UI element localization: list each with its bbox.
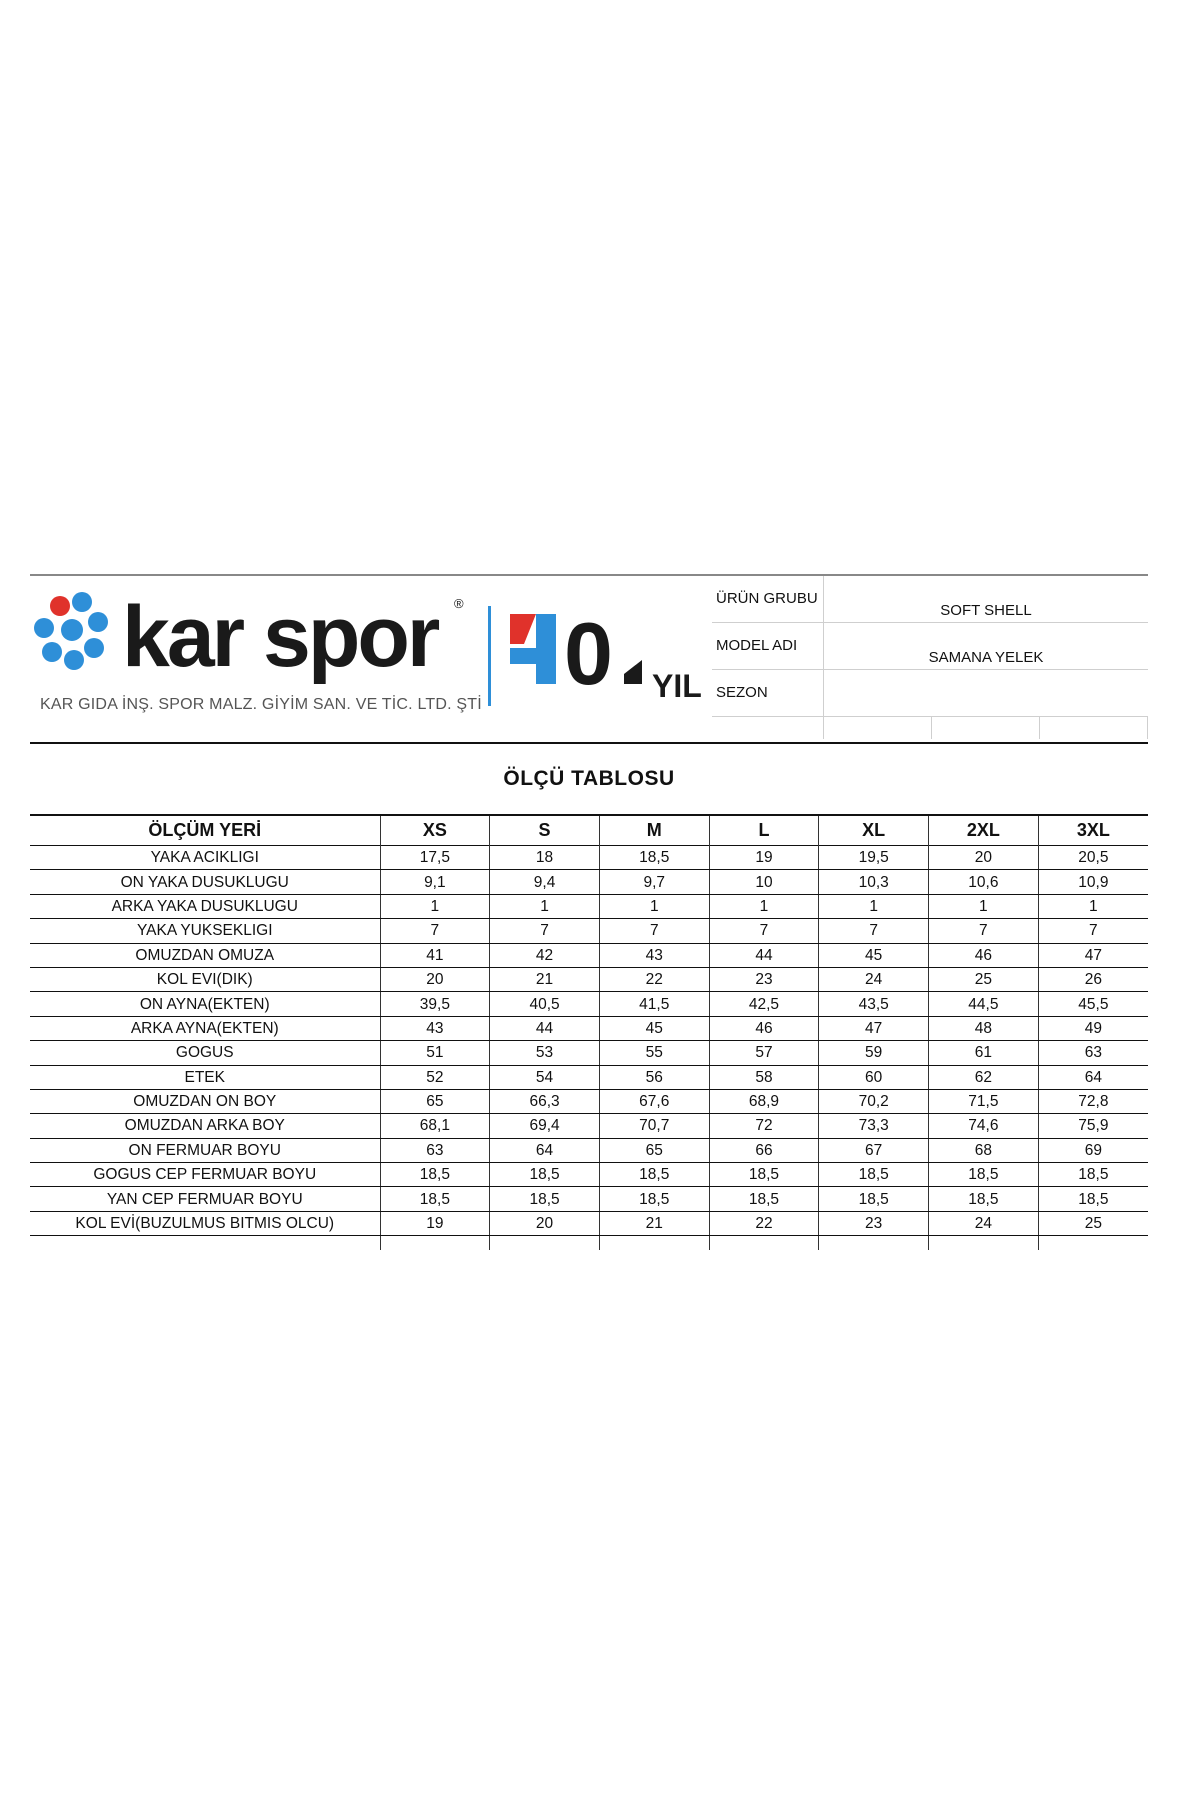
measurement-name-cell: YAKA ACIKLIGI xyxy=(30,846,380,870)
title-bar xyxy=(30,742,1148,814)
size-value-cell: 55 xyxy=(599,1041,709,1065)
size-value-cell: 54 xyxy=(490,1065,600,1089)
size-value-cell: 69 xyxy=(1038,1138,1148,1162)
size-value-cell: 19 xyxy=(380,1211,490,1235)
size-column-header: M xyxy=(599,815,709,846)
table-row xyxy=(30,1138,1148,1162)
product-info-row xyxy=(712,670,1148,717)
size-value-cell: 22 xyxy=(709,1211,819,1235)
size-value-cell: 62 xyxy=(929,1065,1039,1089)
size-value-cell: 1 xyxy=(819,894,929,918)
table-row xyxy=(30,1114,1148,1138)
measurement-name-cell: ARKA AYNA(EKTEN) xyxy=(30,1016,380,1040)
product-info-row xyxy=(712,576,1148,623)
empty-cell xyxy=(819,1236,929,1251)
anniversary-40-mark xyxy=(506,604,656,704)
product-info-row xyxy=(712,623,1148,670)
product-info-label: MODEL ADI xyxy=(712,623,824,669)
size-value-cell: 63 xyxy=(1038,1041,1148,1065)
size-value-cell: 18,5 xyxy=(709,1187,819,1211)
product-info-value: SOFT SHELL xyxy=(940,602,1032,619)
size-value-cell: 70,7 xyxy=(599,1114,709,1138)
size-value-cell: 46 xyxy=(709,1016,819,1040)
logo-divider xyxy=(488,606,491,706)
size-value-cell: 49 xyxy=(1038,1016,1148,1040)
size-column-header: S xyxy=(490,815,600,846)
size-value-cell: 7 xyxy=(709,919,819,943)
empty-cell xyxy=(929,1236,1039,1251)
size-table xyxy=(30,814,1148,1250)
anniversary-suffix: YIL xyxy=(652,668,702,704)
blank-cell xyxy=(1040,717,1148,739)
blank-cell xyxy=(712,717,824,739)
size-column-header: XL xyxy=(819,815,929,846)
table-row xyxy=(30,1041,1148,1065)
size-value-cell: 46 xyxy=(929,943,1039,967)
size-value-cell: 18,5 xyxy=(380,1163,490,1187)
size-value-cell: 75,9 xyxy=(1038,1114,1148,1138)
size-value-cell: 67 xyxy=(819,1138,929,1162)
empty-cell xyxy=(380,1236,490,1251)
size-value-cell: 1 xyxy=(380,894,490,918)
empty-cell xyxy=(599,1236,709,1251)
product-info-value xyxy=(824,670,1148,716)
size-value-cell: 69,4 xyxy=(490,1114,600,1138)
size-value-cell: 47 xyxy=(819,1016,929,1040)
size-value-cell: 7 xyxy=(1038,919,1148,943)
size-value-cell: 68,1 xyxy=(380,1114,490,1138)
table-row xyxy=(30,943,1148,967)
size-value-cell: 42,5 xyxy=(709,992,819,1016)
size-value-cell: 73,3 xyxy=(819,1114,929,1138)
flower-logo-icon xyxy=(30,588,120,678)
size-value-cell: 7 xyxy=(380,919,490,943)
size-value-cell: 7 xyxy=(819,919,929,943)
measurement-name-cell: OMUZDAN ON BOY xyxy=(30,1089,380,1113)
size-value-cell: 65 xyxy=(380,1089,490,1113)
table-header-row xyxy=(30,815,1148,846)
size-value-cell: 22 xyxy=(599,967,709,991)
table-row xyxy=(30,1016,1148,1040)
table-row xyxy=(30,1089,1148,1113)
size-value-cell: 18,5 xyxy=(380,1187,490,1211)
size-value-cell: 43,5 xyxy=(819,992,929,1016)
size-value-cell: 43 xyxy=(380,1016,490,1040)
size-value-cell: 25 xyxy=(929,967,1039,991)
size-value-cell: 42 xyxy=(490,943,600,967)
size-value-cell: 18,5 xyxy=(929,1187,1039,1211)
measurement-name-cell: YAN CEP FERMUAR BOYU xyxy=(30,1187,380,1211)
size-value-cell: 7 xyxy=(929,919,1039,943)
size-value-cell: 26 xyxy=(1038,967,1148,991)
company-legal-name: KAR GIDA İNŞ. SPOR MALZ. GİYİM SAN. VE TİC. LTD. ŞTİ xyxy=(40,696,482,713)
chart-title: ÖLÇÜ TABLOSU xyxy=(503,767,675,790)
size-value-cell: 65 xyxy=(599,1138,709,1162)
size-value-cell: 20 xyxy=(929,846,1039,870)
size-value-cell: 74,6 xyxy=(929,1114,1039,1138)
size-value-cell: 48 xyxy=(929,1016,1039,1040)
size-value-cell: 23 xyxy=(709,967,819,991)
size-column-header: XS xyxy=(380,815,490,846)
size-value-cell: 47 xyxy=(1038,943,1148,967)
table-row xyxy=(30,846,1148,870)
blank-cell xyxy=(824,717,932,739)
product-info-label: SEZON xyxy=(712,670,824,716)
size-column-header: 3XL xyxy=(1076,820,1110,840)
size-value-cell: 68 xyxy=(929,1138,1039,1162)
size-value-cell: 18,5 xyxy=(490,1187,600,1211)
size-value-cell: 68,9 xyxy=(709,1089,819,1113)
size-value-cell: 1 xyxy=(1038,894,1148,918)
size-value-cell: 63 xyxy=(380,1138,490,1162)
size-value-cell: 18,5 xyxy=(599,846,709,870)
empty-cell xyxy=(490,1236,600,1251)
measurement-column-header: ÖLÇÜM YERİ xyxy=(30,815,380,846)
size-value-cell: 72 xyxy=(709,1114,819,1138)
measurement-name-cell: OMUZDAN OMUZA xyxy=(30,943,380,967)
size-value-cell: 61 xyxy=(929,1041,1039,1065)
product-info-label: ÜRÜN GRUBU xyxy=(712,576,824,622)
table-row xyxy=(30,919,1148,943)
size-value-cell: 7 xyxy=(490,919,600,943)
table-row xyxy=(30,967,1148,991)
size-value-cell: 7 xyxy=(599,919,709,943)
measurement-name-cell: ETEK xyxy=(30,1065,380,1089)
size-value-cell: 51 xyxy=(380,1041,490,1065)
size-value-cell: 1 xyxy=(709,894,819,918)
blank-cell xyxy=(932,717,1040,739)
measurement-name-cell: KOL EVI(DIK) xyxy=(30,967,380,991)
size-value-cell: 19 xyxy=(709,846,819,870)
measurement-name-cell: OMUZDAN ARKA BOY xyxy=(30,1114,380,1138)
measurement-name-cell: GOGUS CEP FERMUAR BOYU xyxy=(30,1163,380,1187)
size-value-cell: 21 xyxy=(490,967,600,991)
size-chart-document xyxy=(30,574,1148,1250)
size-value-cell: 24 xyxy=(819,967,929,991)
measurement-name-cell: ON YAKA DUSUKLUGU xyxy=(30,870,380,894)
size-value-cell: 9,7 xyxy=(599,870,709,894)
size-value-cell: 10,9 xyxy=(1038,870,1148,894)
size-value-cell: 66,3 xyxy=(490,1089,600,1113)
size-value-cell: 44 xyxy=(490,1016,600,1040)
measurement-name-cell: YAKA YUKSEKLIGI xyxy=(30,919,380,943)
size-value-cell: 72,8 xyxy=(1038,1089,1148,1113)
size-value-cell: 45,5 xyxy=(1038,992,1148,1016)
table-row xyxy=(30,1163,1148,1187)
table-row xyxy=(30,870,1148,894)
product-info-blank-row xyxy=(712,717,1148,739)
size-value-cell: 18,5 xyxy=(1038,1187,1148,1211)
size-value-cell: 21 xyxy=(599,1211,709,1235)
measurement-name-cell: KOL EVİ(BUZULMUS BITMIS OLCU) xyxy=(30,1211,380,1235)
size-column-header: 2XL xyxy=(929,815,1039,846)
size-value-cell: 53 xyxy=(490,1041,600,1065)
table-row xyxy=(30,894,1148,918)
size-value-cell: 64 xyxy=(490,1138,600,1162)
size-value-cell: 44 xyxy=(709,943,819,967)
table-row xyxy=(30,992,1148,1016)
size-value-cell: 45 xyxy=(599,1016,709,1040)
measurement-name-cell: ON FERMUAR BOYU xyxy=(30,1138,380,1162)
empty-cell xyxy=(1038,1236,1148,1251)
table-row xyxy=(30,1211,1148,1235)
document-header xyxy=(30,574,1148,742)
size-value-cell: 10 xyxy=(709,870,819,894)
size-value-cell: 41,5 xyxy=(599,992,709,1016)
size-value-cell: 9,1 xyxy=(380,870,490,894)
size-value-cell: 18,5 xyxy=(819,1187,929,1211)
size-value-cell: 23 xyxy=(819,1211,929,1235)
size-value-cell: 18,5 xyxy=(1038,1163,1148,1187)
empty-cell xyxy=(709,1236,819,1251)
table-row xyxy=(30,1065,1148,1089)
size-value-cell: 44,5 xyxy=(929,992,1039,1016)
size-value-cell: 45 xyxy=(819,943,929,967)
size-value-cell: 70,2 xyxy=(819,1089,929,1113)
brand-logo-area xyxy=(30,576,710,742)
product-info-value: SAMANA YELEK xyxy=(928,649,1044,666)
size-value-cell: 60 xyxy=(819,1065,929,1089)
table-row xyxy=(30,1187,1148,1211)
size-value-cell: 43 xyxy=(599,943,709,967)
size-value-cell: 1 xyxy=(599,894,709,918)
size-value-cell: 1 xyxy=(929,894,1039,918)
size-value-cell: 18,5 xyxy=(490,1163,600,1187)
table-empty-row xyxy=(30,1236,1148,1251)
size-value-cell: 19,5 xyxy=(819,846,929,870)
size-value-cell: 59 xyxy=(819,1041,929,1065)
size-value-cell: 20 xyxy=(380,967,490,991)
registered-mark: ® xyxy=(454,596,464,611)
size-value-cell: 52 xyxy=(380,1065,490,1089)
size-value-cell: 24 xyxy=(929,1211,1039,1235)
size-value-cell: 40,5 xyxy=(490,992,600,1016)
size-value-cell: 18,5 xyxy=(709,1163,819,1187)
product-info-table xyxy=(712,576,1148,739)
size-column-header: L xyxy=(709,815,819,846)
table-body xyxy=(30,846,1148,1251)
size-value-cell: 17,5 xyxy=(380,846,490,870)
size-value-cell: 58 xyxy=(709,1065,819,1089)
size-value-cell: 41 xyxy=(380,943,490,967)
measurement-name-cell: ON AYNA(EKTEN) xyxy=(30,992,380,1016)
size-value-cell: 67,6 xyxy=(599,1089,709,1113)
measurement-name-cell: ARKA YAKA DUSUKLUGU xyxy=(30,894,380,918)
size-value-cell: 18 xyxy=(490,846,600,870)
brand-wordmark: kar spor xyxy=(122,589,438,685)
size-value-cell: 18,5 xyxy=(929,1163,1039,1187)
anniversary-zero: 0 xyxy=(564,604,613,703)
size-value-cell: 39,5 xyxy=(380,992,490,1016)
size-value-cell: 10,3 xyxy=(819,870,929,894)
size-value-cell: 20,5 xyxy=(1038,846,1148,870)
size-value-cell: 66 xyxy=(709,1138,819,1162)
size-value-cell: 18,5 xyxy=(599,1163,709,1187)
empty-cell xyxy=(30,1236,380,1251)
size-value-cell: 10,6 xyxy=(929,870,1039,894)
size-value-cell: 25 xyxy=(1038,1211,1148,1235)
measurement-name-cell: GOGUS xyxy=(30,1041,380,1065)
size-value-cell: 18,5 xyxy=(599,1187,709,1211)
size-value-cell: 20 xyxy=(490,1211,600,1235)
size-value-cell: 71,5 xyxy=(929,1089,1039,1113)
size-value-cell: 18,5 xyxy=(819,1163,929,1187)
size-value-cell: 9,4 xyxy=(490,870,600,894)
size-value-cell: 56 xyxy=(599,1065,709,1089)
size-value-cell: 1 xyxy=(490,894,600,918)
size-value-cell: 57 xyxy=(709,1041,819,1065)
size-value-cell: 64 xyxy=(1038,1065,1148,1089)
